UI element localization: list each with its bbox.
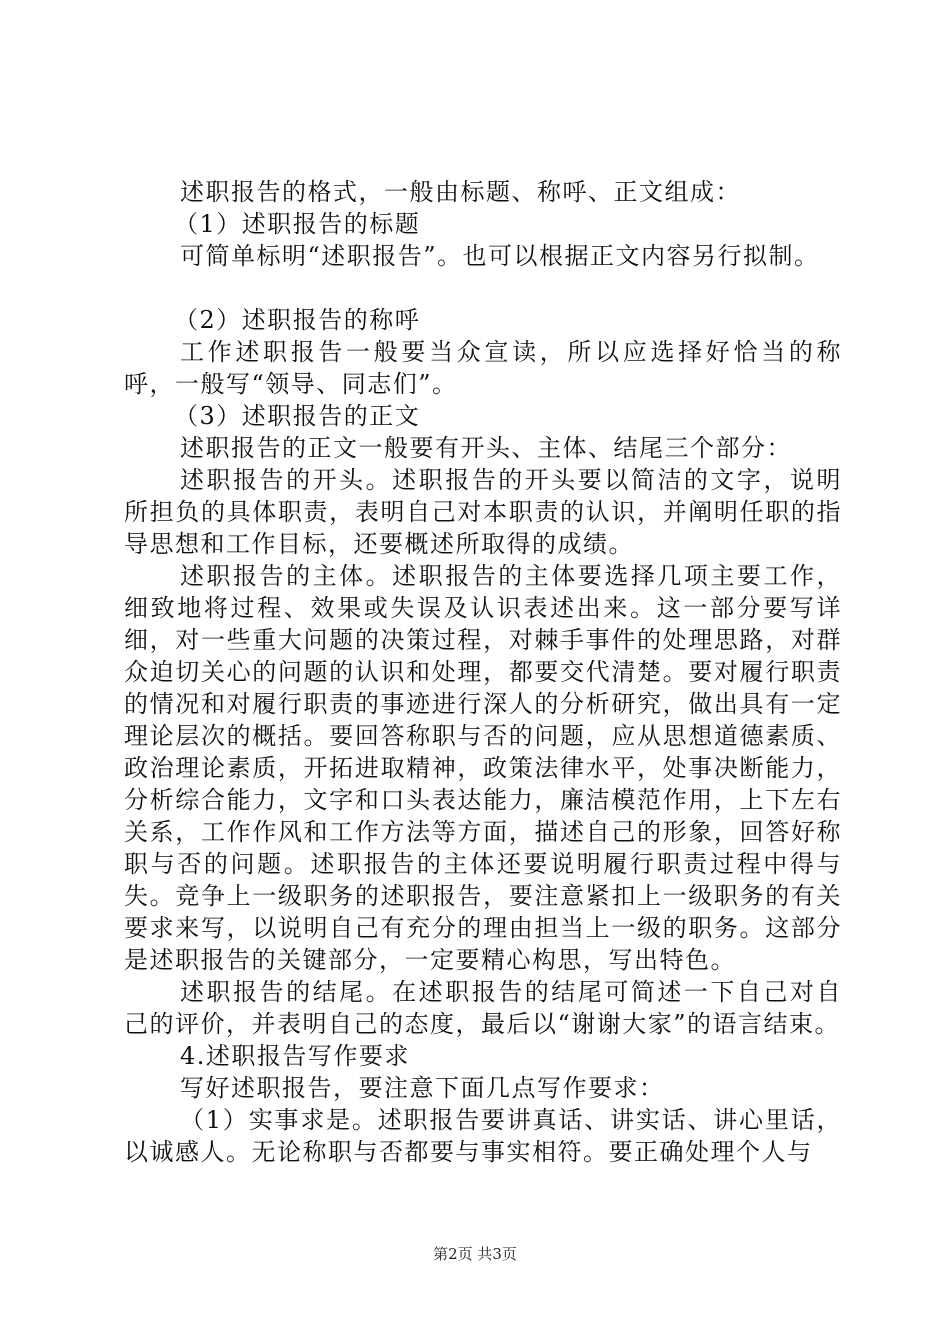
paragraph-format-intro: 述职报告的格式，一般由标题、称呼、正文组成： [180,178,741,206]
heading-report-salutation: （2）述职报告的称呼 [174,306,421,334]
paragraph-salutation-desc: 工作述职报告一般要当众宣读，所以应选择好恰当的称呼，一般写“领导、同志们”。 [124,338,842,398]
paragraph-main-body: 述职报告的主体。述职报告的主体要选择几项主要工作，细致地将过程、效果或失误及认识表述出来。这一部分要写详细，对一些重大问题的决策过程，对棘手事件的处理思路，对群众迫切关心的问题的认识和处理，都要交代清楚。要对履行职责的情况和对履行职责的事迹进行深人的分析研究，做出具有一定理论层次的概括。要回答称职与否的问题，应从思想道德素质、政治理论素质，开拓进取精神，政策法律水平，处事决断能力，分析综合能力，文字和口头表达能力，廉洁模范作用，上下左右关系，工作作风和工作方法等方面，描述自己的形象，回答好称职与否的问题。述职报告的主体还要说明履行职责过程中得与失。竞争上一级职务的述职报告，要注意紧扣上一级职务的有关要求来写，以说明自己有充分的理由担当上一级的职务。这部分是述职报告的关键部分，一定要精心构思，写出特色。 [124,562,842,974]
paragraph-title-desc: 可简单标明“述职报告”。也可以根据正文内容另行拟制。 [180,242,820,270]
paragraph-requirement-1: （1）实事求是。述职报告要讲真话、讲实话、讲心里话，以诚感人。无论称职与否都要与事实相符。要正确处理个人与 [124,1106,842,1166]
paragraph-opening: 述职报告的开头。述职报告的开头要以简洁的文字，说明所担负的具体职责，表明自己对本职责的认识，并阐明任职的指导思想和工作目标，还要概述所取得的成绩。 [124,466,842,558]
paragraph-body-parts: 述职报告的正文一般要有开头、主体、结尾三个部分： [180,434,792,462]
page-number-footer: 第2页 共3页 [433,1245,517,1263]
paragraph-ending: 述职报告的结尾。在述职报告的结尾可简述一下自己对自己的评价，并表明自己的态度，最后以“谢谢大家”的语言结束。 [124,978,842,1038]
heading-report-body: （3）述职报告的正文 [174,402,421,430]
document-body [124,176,842,1168]
heading-writing-requirements: 4.述职报告写作要求 [180,1042,410,1070]
heading-report-title: （1）述职报告的标题 [174,210,421,238]
paragraph-requirements-intro: 写好述职报告，要注意下面几点写作要求： [180,1074,665,1102]
